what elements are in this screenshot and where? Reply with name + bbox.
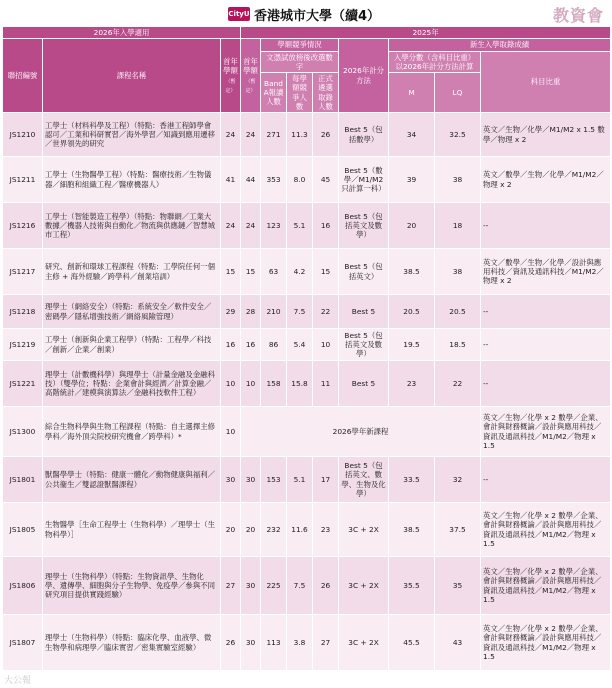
subject-weight: -- xyxy=(481,361,611,407)
header-m: M xyxy=(389,73,435,113)
quota-2026: 29 xyxy=(221,295,241,329)
header-code: 聯招編號 xyxy=(3,39,43,113)
programme-code: JS1217 xyxy=(3,249,43,295)
score-median: 38.5 xyxy=(389,249,435,295)
table-row xyxy=(3,203,611,249)
subject-weight: 英文／數學／生物／化學／設計與應用科技／資訊及通訊科技／M1/M2／物理 x 2 xyxy=(481,249,611,295)
programme-name: 工學士（材料科學及工程）（特點：香港工程師學會認可／工業和科研實習／海外學習／知識到應用遷移／世界領先的研究 xyxy=(43,113,221,157)
header-2025: 2025年 xyxy=(241,27,611,39)
programme-code: JS1807 xyxy=(3,615,43,671)
programme-name: 工學士（創新與企業工程學）（特點：工程學／科技／創新／企業／創業） xyxy=(43,329,221,361)
programme-code: JS1221 xyxy=(3,361,43,407)
programme-code: JS1806 xyxy=(3,557,43,615)
scoring-method: Best 5（包括英文、數學、生物及化學） xyxy=(339,457,389,503)
table-row xyxy=(3,557,611,615)
header-admit: 新生入學取錄成績 xyxy=(389,39,611,51)
scoring-method: Best 5（包括英文及數學） xyxy=(339,329,389,361)
subject-weight: 英文／生物／化學 x 2 數學／企業、會計與財務概論／設計與應用科技／資訊及通訊科技／M1/M2／物理 x 1.5 xyxy=(481,557,611,615)
competition-ratio: 5.1 xyxy=(287,457,313,503)
table-row xyxy=(3,615,611,671)
quota-2026: 27 xyxy=(221,557,241,615)
table-row xyxy=(3,329,611,361)
quota-2026: 10 xyxy=(221,361,241,407)
quota-2025: 28 xyxy=(241,295,261,329)
header-ratio: 每學額競爭人數 xyxy=(287,73,313,113)
offer-count: 16 xyxy=(313,203,339,249)
scoring-method: Best 5（包括數學） xyxy=(339,113,389,157)
header-offer: 正式遴選取錄人數 xyxy=(313,73,339,113)
banda-count: 86 xyxy=(261,329,287,361)
subject-weight: 英文／生物／化學／M1/M2 x 1.5 數學／物理 x 2 xyxy=(481,113,611,157)
score-median: 38.5 xyxy=(389,503,435,557)
programme-name: 生物醫學［生命工程學士（生物科學）／理學士（生物科學）］ xyxy=(43,503,221,557)
quota-2025: 44 xyxy=(241,157,261,203)
programme-code: JS1211 xyxy=(3,157,43,203)
score-lq: 20.5 xyxy=(435,295,481,329)
offer-count: 23 xyxy=(313,503,339,557)
quota-2026: 41 xyxy=(221,157,241,203)
programme-name: 理學士（計數機科學）與理學士（計量金融及金融科技）（雙學位；特點：企業會計與經濟／計算金融／高階統計／建模與演算法／金融科技軟件工程） xyxy=(43,361,221,407)
banda-count: 232 xyxy=(261,503,287,557)
score-lq: 43 xyxy=(435,615,481,671)
programme-code: JS1218 xyxy=(3,295,43,329)
offer-count: 26 xyxy=(313,557,339,615)
banda-count: 353 xyxy=(261,157,287,203)
scoring-method: 3C + 2X xyxy=(339,557,389,615)
table-row xyxy=(3,249,611,295)
score-median: 34 xyxy=(389,113,435,157)
quota-2026: 26 xyxy=(221,615,241,671)
quota-2025: 30 xyxy=(241,457,261,503)
quota-2026: 24 xyxy=(221,203,241,249)
programme-name: 綜合生物科學與生物工程課程（特點：自主選擇主修學科／海外頂尖院校研究機會／跨學科）* xyxy=(43,407,221,457)
competition-ratio: 5.4 xyxy=(287,329,313,361)
offer-count: 17 xyxy=(313,457,339,503)
header-compete: 學額競爭情況 xyxy=(261,39,339,51)
score-median: 45.5 xyxy=(389,615,435,671)
scoring-method: Best 5 xyxy=(339,295,389,329)
programme-code: JS1210 xyxy=(3,113,43,157)
banda-count: 225 xyxy=(261,557,287,615)
header-method: 2026年計分方法 xyxy=(339,39,389,113)
score-median: 35.5 xyxy=(389,557,435,615)
programme-code: JS1216 xyxy=(3,203,43,249)
programme-name: 研究、創新和環球工程課程（特點：工學院任何一個主修 + 海外經驗／跨學科／創業培訓） xyxy=(43,249,221,295)
programme-name: 工學士（智能製造工程學）（特點：物聯網／工業大數據／機器人技術與自動化／物流與供應鏈／智慧城市工程） xyxy=(43,203,221,249)
new-programme-note: 2026學年新課程 xyxy=(241,407,481,457)
offer-count: 10 xyxy=(313,329,339,361)
offer-count: 26 xyxy=(313,113,339,157)
programme-name: 理學士（生物科學）（特點：臨床化學、血液學、微生物學和病理學／臨床實習／密集實驗室經驗） xyxy=(43,615,221,671)
quota-2025: 10 xyxy=(241,361,261,407)
competition-ratio: 15.8 xyxy=(287,361,313,407)
offer-count: 22 xyxy=(313,295,339,329)
scoring-method: Best 5（數學／M1/M2只計算一科） xyxy=(339,157,389,203)
header-lq: LQ xyxy=(435,73,481,113)
competition-ratio: 7.5 xyxy=(287,295,313,329)
competition-ratio: 7.5 xyxy=(287,557,313,615)
score-median: 19.5 xyxy=(389,329,435,361)
programme-name: 獸醫學學士（特點：健康一體化／動物健康與福利／公共衞生／雙認證獸醫課程） xyxy=(43,457,221,503)
quota-2025: 24 xyxy=(241,203,261,249)
quota-2025: 20 xyxy=(241,503,261,557)
quota-2025: 30 xyxy=(241,557,261,615)
quota-2026: 24 xyxy=(221,113,241,157)
table-row xyxy=(3,157,611,203)
programme-name: 工學士（生物醫學工程）（特點：醫療技術／生物儀器／細胞和組織工程／醫療機器人） xyxy=(43,157,221,203)
subject-weight: 英文／生物／化學 x 2 數學／企業、會計與財務概論／設計與應用科技／資訊及通訊科技／M1/M2／物理 x 1.5 xyxy=(481,503,611,557)
programme-code: JS1219 xyxy=(3,329,43,361)
score-median: 20.5 xyxy=(389,295,435,329)
competition-ratio: 4.2 xyxy=(287,249,313,295)
header-quota-2025: 首年學額（暫定） xyxy=(241,39,261,113)
watermark: 大公報 xyxy=(4,676,32,686)
subject-weight: -- xyxy=(481,329,611,361)
banda-count: 153 xyxy=(261,457,287,503)
quota-2025: 24 xyxy=(241,113,261,157)
table-row xyxy=(3,407,611,457)
score-median: 39 xyxy=(389,157,435,203)
competition-ratio: 11.6 xyxy=(287,503,313,557)
header-compete-sub: 文憑試放榜後改選數字 xyxy=(261,51,339,73)
quota-2026: 15 xyxy=(221,249,241,295)
table-row xyxy=(3,361,611,407)
table-row xyxy=(3,457,611,503)
score-median: 20 xyxy=(389,203,435,249)
title-bar xyxy=(0,0,612,26)
header-score: 入學分數（含科目比重）以2026年計分方法計算 xyxy=(389,51,481,73)
header-banda: Band A報讀人數 xyxy=(261,73,287,113)
header-2026: 2026年入學適用 xyxy=(3,27,241,39)
quota-2025: 30 xyxy=(241,615,261,671)
score-median: 33.5 xyxy=(389,457,435,503)
header-quota: 首年學額（暫定） xyxy=(221,39,241,113)
header-name: 課程名稱 xyxy=(43,39,221,113)
programme-name: 理學士（網絡安全）（特點：系統安全／軟件安全／密碼學／隱私增強技術／網絡風險管理） xyxy=(43,295,221,329)
scoring-method: Best 5（包括英文） xyxy=(339,249,389,295)
scoring-method: Best 5（包括英文及數學） xyxy=(339,203,389,249)
subject-weight: 英文／生物／化學 x 2 數學／企業、會計與財務概論／設計與應用科技／資訊及通訊科技／M1/M2／物理 x 1.5 xyxy=(481,407,611,457)
competition-ratio: 8.0 xyxy=(287,157,313,203)
page-title: 香港城市大學（續4） xyxy=(254,9,381,24)
score-lq: 32.5 xyxy=(435,113,481,157)
banda-count: 271 xyxy=(261,113,287,157)
quota-2026: 20 xyxy=(221,503,241,557)
admission-table xyxy=(2,26,611,671)
programme-code: JS1805 xyxy=(3,503,43,557)
scoring-method: 3C + 2X xyxy=(339,503,389,557)
table-row xyxy=(3,503,611,557)
score-lq: 32 xyxy=(435,457,481,503)
offer-count: 11 xyxy=(313,361,339,407)
banda-count: 210 xyxy=(261,295,287,329)
banda-count: 123 xyxy=(261,203,287,249)
programme-code: JS1300 xyxy=(3,407,43,457)
competition-ratio: 5.1 xyxy=(287,203,313,249)
banda-count: 113 xyxy=(261,615,287,671)
score-lq: 38 xyxy=(435,157,481,203)
score-lq: 22 xyxy=(435,361,481,407)
scoring-method: 3C + 2X xyxy=(339,615,389,671)
score-lq: 35 xyxy=(435,557,481,615)
banda-count: 63 xyxy=(261,249,287,295)
quota-2026: 30 xyxy=(221,457,241,503)
score-median: 23 xyxy=(389,361,435,407)
header-weight: 科目比重 xyxy=(481,51,611,113)
programme-code: JS1801 xyxy=(3,457,43,503)
table-row xyxy=(3,113,611,157)
quota-2025: 16 xyxy=(241,329,261,361)
scoring-method: Best 5 xyxy=(339,361,389,407)
university-logo: CityU xyxy=(228,7,250,21)
subject-weight: 英文／生物／化學 x 2 數學／企業、會計與財務概論／設計與應用科技／資訊及通訊科技／M1/M2／物理 x 1.5 xyxy=(481,615,611,671)
score-lq: 18.5 xyxy=(435,329,481,361)
subject-weight: -- xyxy=(481,295,611,329)
offer-count: 45 xyxy=(313,157,339,203)
offer-count: 27 xyxy=(313,615,339,671)
quota-2025: 15 xyxy=(241,249,261,295)
competition-ratio: 11.3 xyxy=(287,113,313,157)
score-lq: 37.5 xyxy=(435,503,481,557)
score-lq: 18 xyxy=(435,203,481,249)
subject-weight: -- xyxy=(481,457,611,503)
brand-label: 教資會 xyxy=(552,6,604,25)
quota-2026: 10 xyxy=(221,407,241,457)
subject-weight: 英文／數學／生物／化學／M1/M2／物理 x 2 xyxy=(481,157,611,203)
table-row xyxy=(3,295,611,329)
competition-ratio: 3.8 xyxy=(287,615,313,671)
subject-weight: -- xyxy=(481,203,611,249)
programme-name: 理學士（生物科學）（特點：生物資訊學、生物化學、遺傳學、細胞與分子生物學、免疫學／參與不同研究項目提供實踐經驗） xyxy=(43,557,221,615)
offer-count: 15 xyxy=(313,249,339,295)
banda-count: 158 xyxy=(261,361,287,407)
quota-2026: 16 xyxy=(221,329,241,361)
score-lq: 38 xyxy=(435,249,481,295)
